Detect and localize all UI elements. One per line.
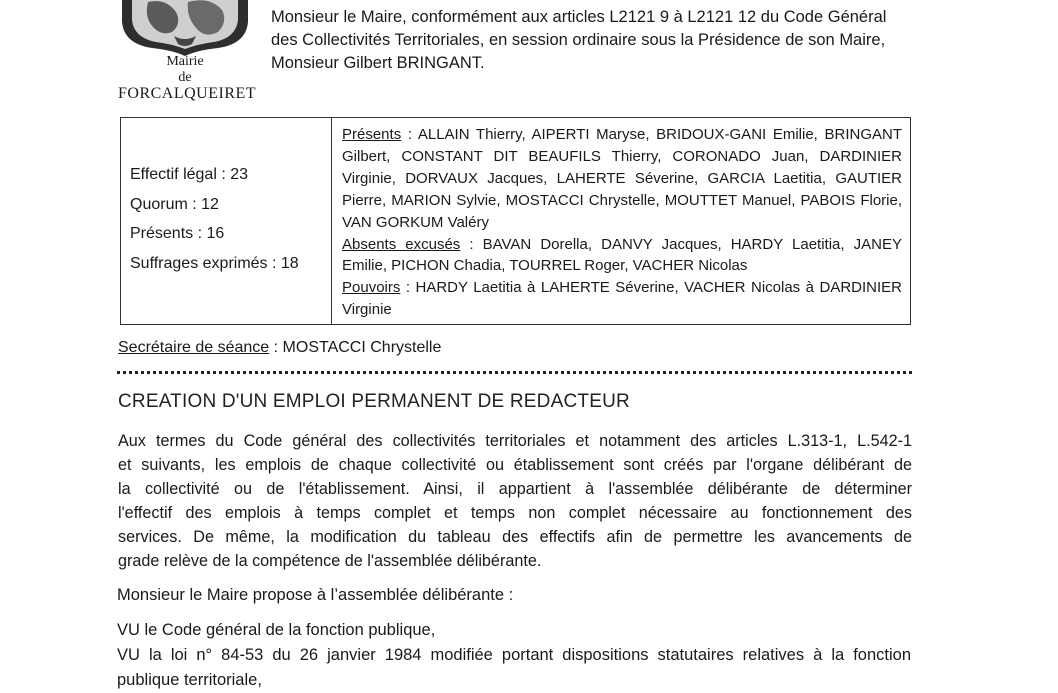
secretary-value: : MOSTACCI Chrystelle bbox=[269, 339, 442, 356]
paragraph-line: Aux termes du Code général des collectivités territoriales et notamment des articles L.313-1, L.542-1 bbox=[118, 432, 912, 450]
vu-line: VU le Code général de la fonction publique, bbox=[117, 621, 436, 639]
mairie-line2: de bbox=[178, 70, 192, 85]
presents-list: : ALLAIN Thierry, AIPERTI Maryse, BRIDOUX-GANI Emilie, BRINGANT Gilbert, CONSTANT DIT BEAUFILS Thierry, CORONADO Juan, DARDINIER Virginie, DORVAUX Jacques, LAHERTE Séverine, GARCIA Laetitia, GAUTIER Pierre, MARION Sylvie, MOSTACCI Chrystelle, MOUTTET Manuel, PABOIS Florie, VAN GORKUM Valéry bbox=[342, 126, 902, 231]
secretary-label: Secrétaire de séance bbox=[118, 339, 270, 356]
secretary-line bbox=[118, 337, 441, 359]
presents-count: Présents : 16 bbox=[130, 225, 225, 242]
dotted-divider bbox=[117, 371, 912, 374]
intro-text bbox=[271, 6, 916, 75]
absents-label: Absents excusés bbox=[342, 235, 461, 253]
intro-line: Monsieur Gilbert BRINGANT. bbox=[271, 54, 485, 72]
mairie-town: FORCALQUEIRET bbox=[118, 85, 257, 102]
section-title: CREATION D'UN EMPLOI PERMANENT DE REDACTEUR bbox=[118, 391, 630, 412]
presents-label: Présents bbox=[342, 126, 402, 143]
intro-line: des Collectivités Territoriales, en session ordinaire sous la Présidence de son Maire, bbox=[271, 31, 886, 49]
vu-list bbox=[117, 618, 911, 693]
section-paragraph bbox=[118, 429, 912, 574]
paragraph-line: grade relève de la compétence de l'assemblée délibérante. bbox=[118, 552, 542, 571]
coat-of-arms-icon bbox=[118, 0, 252, 56]
paragraph-line: la collectivité ou de l'établissement. Ainsi, il appartient à l'assemblée délibérante de déterminer bbox=[118, 480, 912, 499]
attendance-lists bbox=[332, 118, 910, 324]
proposal-line: Monsieur le Maire propose à l’assemblée délibérante : bbox=[117, 586, 514, 604]
attendance-counts bbox=[121, 118, 332, 324]
pouvoirs-list: : HARDY Laetitia à LAHERTE Séverine, VACHER Nicolas à DARDINIER Virginie bbox=[342, 279, 902, 319]
pouvoirs-label: Pouvoirs bbox=[342, 279, 401, 297]
paragraph-line: et suivants, les emplois de chaque collectivité ou établissement sont créés par l'organe délibérant de bbox=[118, 456, 912, 475]
intro-line: Monsieur le Maire, conformément aux articles L2121 9 à L2121 12 du Code Général bbox=[271, 8, 887, 26]
quorum: Quorum : 12 bbox=[130, 195, 219, 213]
pouvoirs-paragraph bbox=[342, 277, 902, 321]
paragraph-line: services. De même, la modification du tableau des effectifs afin de permettre les avancements de bbox=[118, 528, 912, 547]
attendance-table bbox=[120, 117, 911, 325]
vu-line: VU la loi n° 84-53 du 26 janvier 1984 modifiée portant dispositions statutaires relatives à la fonction bbox=[117, 646, 911, 664]
mairie-label bbox=[118, 54, 257, 102]
suffrages-exprimes: Suffrages exprimés : 18 bbox=[130, 254, 299, 272]
effectif-legal: Effectif légal : 23 bbox=[130, 166, 248, 183]
presents-paragraph bbox=[342, 124, 902, 234]
mairie-line1: Mairie bbox=[166, 54, 204, 69]
paragraph-line: l'effectif des emplois à temps complet et temps non complet nécessaire au fonctionnement des bbox=[118, 504, 912, 523]
absents-paragraph bbox=[342, 234, 902, 278]
vu-line: publique territoriale, bbox=[117, 671, 262, 689]
absents-list: : BAVAN Dorella, DANVY Jacques, HARDY Laetitia, JANEY Emilie, PICHON Chadia, TOURREL Roger, VACHER Nicolas bbox=[342, 235, 902, 275]
